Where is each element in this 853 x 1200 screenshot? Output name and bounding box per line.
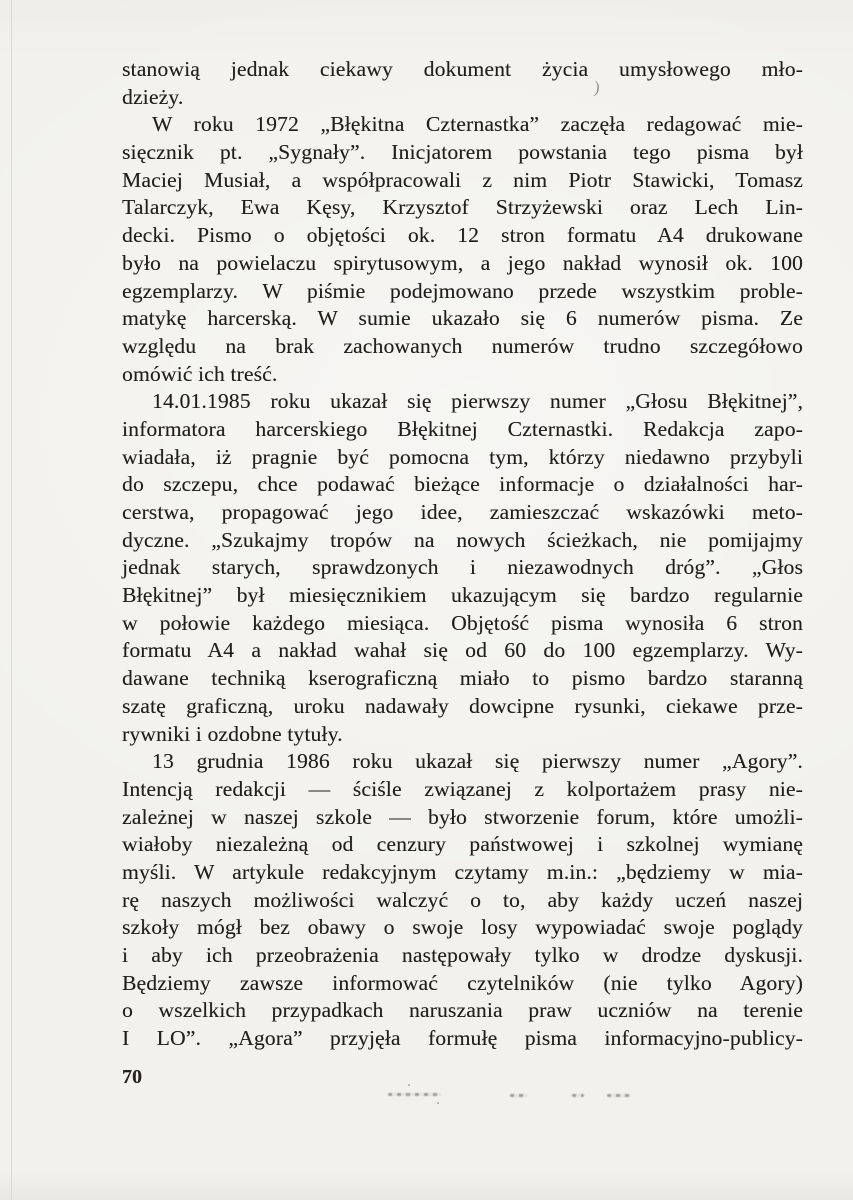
text-line: Błękitnej” był miesięcznikiem ukazującym się bardzo regularnie <box>122 583 803 608</box>
text-line: stanowią jednak ciekawy dokument życia umysłowego mło- <box>122 57 803 81</box>
text-line: omówić ich treść. <box>122 361 278 386</box>
text-block <box>122 56 803 1053</box>
text-line: wiadała, iż pragnie być pomocna tym, którzy niedawno przybyli <box>122 444 803 469</box>
text-line: matykę harcerską. W sumie ukazało się 6 numerów pisma. Ze <box>122 306 803 331</box>
text-line: egzemplarzy. W piśmie podejmowano przede wszystkim proble- <box>122 278 803 303</box>
text-line: rę naszych możliwości walczyć o to, aby każdy uczeń naszej <box>122 887 803 912</box>
text-line: formatu A4 a nakład wahał się od 60 do 100 egzemplarzy. Wy- <box>122 638 803 663</box>
text-line: wiałoby niezależną od cenzury państwowej i szkolnej wymianę <box>122 832 803 857</box>
text-line: rywniki i ozdobne tytuły. <box>122 721 343 746</box>
text-line: do szczepu, chce podawać bieżące informacje o działalności har- <box>122 472 803 497</box>
text-line: i aby ich przeobrażenia następowały tylko w drodze dyskusji. <box>122 943 803 967</box>
text-line: 14.01.1985 roku ukazał się pierwszy numer „Głosu Błękitnej”, <box>152 389 803 414</box>
page-number: 70 <box>122 1066 142 1088</box>
text-line: dawane techniką kserograficzną miało to pismo bardzo staranną <box>122 666 803 691</box>
text-line: szatę graficzną, uroku nadawały dowcipne rysunki, ciekawe prze- <box>122 693 803 718</box>
text-line: Intencją redakcji — ściśle związanej z kolportażem prasy nie- <box>122 776 803 801</box>
scan-smudge <box>607 1094 631 1097</box>
text-line: sięcznik pt. „Sygnały”. Inicjatorem powstania tego pisma był <box>122 140 803 165</box>
scan-speck <box>437 1102 439 1104</box>
text-line: dzieży. <box>122 84 184 109</box>
text-line: Maciej Musiał, a współpracowali z nim Piotr Stawicki, Tomasz <box>122 167 803 192</box>
scan-paren-artifact: ) <box>592 77 602 98</box>
text-line: informatora harcerskiego Błękitnej Czternastki. Redakcja zapo- <box>122 416 803 441</box>
text-line: zależnej w naszej szkole — było stworzenie forum, które umożli- <box>122 804 803 829</box>
text-line: dyczne. „Szukajmy tropów na nowych ścieżkach, nie pomijajmy <box>122 527 803 552</box>
text-line: o wszelkich przypadkach naruszania praw uczniów na terenie <box>122 998 803 1023</box>
text-line: myśli. W artykule redakcyjnym czytamy m.in.: „będziemy w mia- <box>122 859 803 884</box>
text-line: cerstwa, propagować jego idee, zamieszczać wskazówki meto- <box>122 500 803 524</box>
text-line: 13 grudnia 1986 roku ukazał się pierwszy numer „Agory”. <box>152 749 803 774</box>
text-line: I LO”. „Agora” przyjęła formułę pisma informacyjno-publicy- <box>122 1026 803 1051</box>
scan-smudge <box>572 1094 584 1097</box>
scan-smudge <box>388 1093 442 1096</box>
text-line: szkoły mógł bez obawy o swoje losy wypowiadać swoje poglądy <box>122 915 803 940</box>
text-line: jednak starych, sprawdzonych i niezawodnych dróg”. „Głos <box>122 555 803 580</box>
text-line: Talarczyk, Ewa Kęsy, Krzysztof Strzyżewski oraz Lech Lin- <box>122 195 803 220</box>
text-line: względu na brak zachowanych numerów trudno szczegółowo <box>122 333 803 358</box>
page-left-edge-shadow <box>0 0 12 1200</box>
text-line: w połowie każdego miesiąca. Objętość pisma wynosiła 6 stron <box>122 610 803 635</box>
text-line: W roku 1972 „Błękitna Czternastka” zaczęła redagować mie- <box>152 112 803 137</box>
scan-smudge <box>510 1094 528 1097</box>
scan-speck <box>408 1084 410 1086</box>
text-line: Będziemy zawsze informować czytelników (nie tylko Agory) <box>122 970 803 995</box>
text-line: było na powielaczu spirytusowym, a jego nakład wynosił ok. 100 <box>122 250 803 275</box>
text-line: decki. Pismo o objętości ok. 12 stron formatu A4 drukowane <box>122 223 803 248</box>
